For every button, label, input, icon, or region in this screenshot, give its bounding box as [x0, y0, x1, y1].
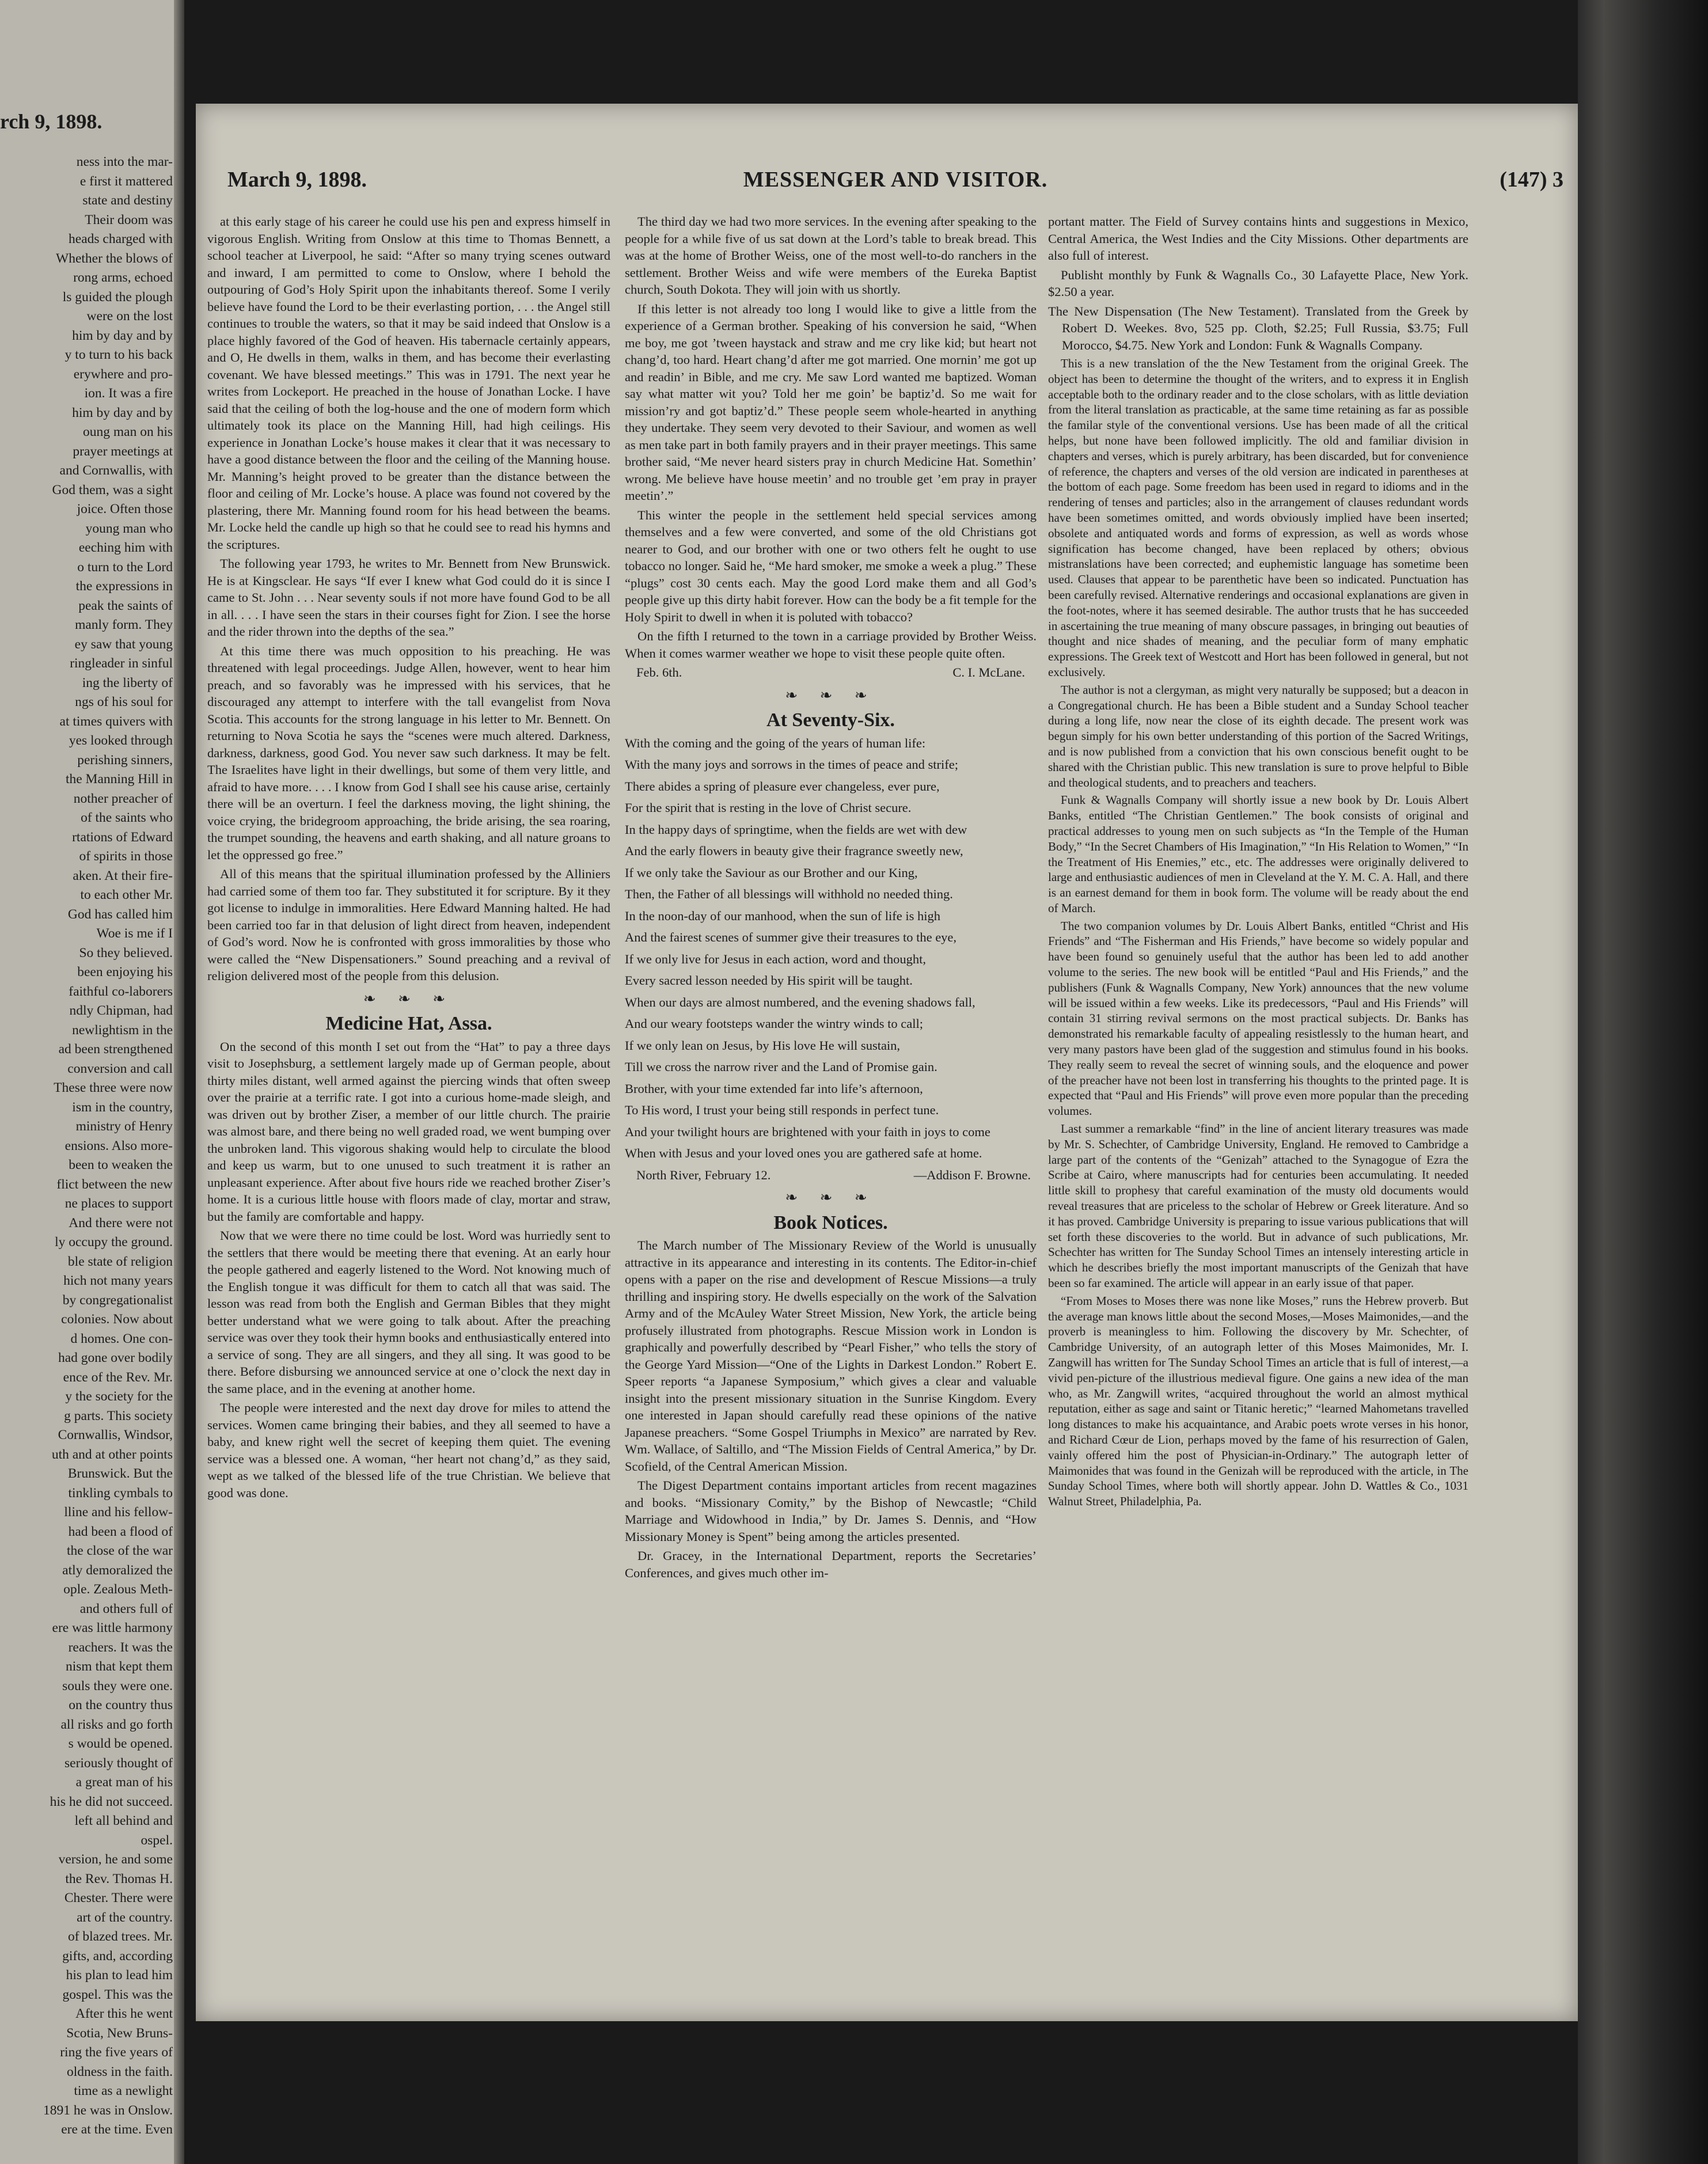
column-2	[625, 213, 1037, 1584]
poem-line: In the happy days of springtime, when the fields are wet with dew	[625, 822, 967, 837]
section-ornament: ❧ ❧ ❧	[785, 1189, 876, 1206]
page-gutter	[174, 0, 184, 2164]
facing-page-line: ence of the Rev. Mr.	[63, 1369, 173, 1385]
facing-page-line: tinkling cymbals to	[68, 1485, 173, 1501]
facing-page-line: heads charged with	[69, 231, 173, 246]
facing-page-line: g parts. This society	[64, 1408, 173, 1423]
facing-page-line: souls they were one.	[62, 1678, 173, 1694]
facing-page-line: Whether the blows of	[56, 250, 173, 266]
facing-page-line: ople. Zealous Meth-	[63, 1582, 173, 1597]
article-paragraph: On the second of this month I set out from the “Hat” to pay a three days visit to Josephsburg, a settlement largely made up of German people, about thirty miles distant, well armed against the piercing winds that often sweep over the prairie at a terrific rate. I got into a curious home-made sleigh, and was driven out by brother Ziser, a member of our little church. The prairie was almost bare, and there being no well graded road, we went bumping over the unbroken land. This vigorous shaking would help to circulate the blood and keep us warm, but to one unused to such treatment it is rather an unpleasant experience. After about five hours ride we reached brother Ziser’s home. It is a curious little house with floors made of clay, mortar and straw, but the family are comfortable and happy.	[207, 1039, 610, 1224]
header-date: March 9, 1898.	[227, 168, 367, 192]
article-paragraph: The following year 1793, he writes to Mr. Bennett from New Brunswick. He is at Kingsclear. He says “If ever I knew what God could do it is since I came to St. John . . . Near seventy souls if not more have found God to be all in all. . . . I have seen the stars in their courses fight for Zion. I see the horse and the rider thrown into the depths of the sea.”	[207, 556, 610, 639]
poem-line: With the many joys and sorrows in the times of peace and strife;	[625, 757, 958, 772]
poem-line: For the spirit that is resting in the love of Christ secure.	[625, 800, 912, 815]
facing-page-line: conversion and call	[67, 1061, 173, 1076]
facing-page-line: And there were not	[69, 1215, 173, 1231]
facing-page-line: Chester. There were	[64, 1890, 173, 1905]
facing-page-line: were on the lost	[86, 309, 173, 324]
article-paragraph: The people were interested and the next day drove for miles to attend the services. Women came bringing their babies, and they all seemed to have a baby, and knew right well the secret of keeping them quiet. The evening service was a blessed one. A woman, “her heart not chang’d,” as they said, wept as we talked of the blessed life of the true Christian. We believe that good was done.	[207, 1400, 610, 1500]
facing-page-line: 1891 he was in Onslow.	[43, 2102, 173, 2118]
facing-page-line: the close of the war	[66, 1543, 173, 1558]
facing-page-line: Cornwallis, Windsor,	[58, 1428, 173, 1442]
facing-page-column	[0, 153, 173, 2140]
article-paragraph: “From Moses to Moses there was none like Moses,” runs the Hebrew proverb. But the average man knows little about the second Moses,—Moses Maimonides,—and the proverb is meaningless to him. Following the discovery by Mr. Schechter, of Cambridge University, of an autograph letter of this Moses Maimonides, Mr. I. Zangwill has written for The Sunday School Times an article that is full of interest,—a vivid pen-picture of the illustrious medieval figure. One gains a new idea of the man who, as Mr. Zangwill writes, “acquired throughout the world an almost mythical reputation, either as sage and saint or Titanic heretic;” “learned Mahometans travelled long distances to make his acquaintance, and Arabic poets wrote verses in his honor, and Richard Cœur de Lion, perhaps moved by the fame of his resurrection of Galen, vainly offered him the post of Physician-in-Ordinary.” The autograph letter of Maimonides that was found in the Genizah will be reproduced with the article, in The Sunday School Times, where both will shortly appear. John D. Wattles & Co., 1031 Walnut Street, Philadelphia, Pa.	[1048, 1293, 1468, 1509]
article-paragraph: The two companion volumes by Dr. Louis Albert Banks, entitled “Christ and His Friends” and “The Fisherman and His Friends,” have become so widely popular and have been found so genuinely useful that the author has been led to add another volume to the series. The new book will be entitled “Paul and His Friends,” and the publishers (Funk & Wagnalls Company, New York) announces that the new volume will be issued within a few weeks. Like its predecessors, “Paul and His Friends” will contain 31 stirring revival sermons on the most practical subjects. Dr. Banks has demonstrated his remarkable faculty of appealing resistlessly to the human heart, and very many pastors have been glad of the suggestion and stimulus found in his books. They really seem to reveal the secret of winning souls, and the eloquence and power of the preacher have not been lost in transferring his thoughts to the printed page. It is expected that “Paul and His Friends” will prove even more popular than the preceding volumes.	[1048, 918, 1468, 1118]
poem-line: Every sacred lesson needed by His spirit will be taught.	[625, 973, 913, 988]
article-paragraph: at this early stage of his career he could use his pen and express himself in vigorous English. Writing from Onslow at this time to Thomas Bennett, a school teacher at Liverpool, he said: “After so many trying scenes outward and inward, I am permitted to come to Onslow, where I behold the outpouring of God’s Holy Spirit upon the inhabitants thereof. Some I verily believe have found the Lord to be their everlasting portion, . . . the Angel still continues to trouble the waters, so that it may be said indeed that Onslow is a place highly favored of the God of heaven. His tabernacle certainly appears, and O, He dwells in them, walks in them, and has become their everlasting covenant. We have blessed meetings.” This was in 1791. The next year he writes from Lockeport. He preached in the house of Jonathan Locke. I have said that the ceiling of both the log-house and the one of modern form which ultimately took its place on the Manning Hill, had high ceilings. His experience in Jonathan Locke’s house makes it clear that it was necessary to have a good distance between the floor and the ceiling of the Manning house. Mr. Manning’s height proved to be greater than the distance between the floor and ceiling of Mr. Locke’s house. A place was found not covered by the plastering, there Mr. Manning found room for his head between the beams. Mr. Locke held the candle up high so that he could see to read his hymns and the scriptures.	[207, 214, 610, 552]
facing-page-fragment	[0, 0, 184, 2164]
column-1	[207, 213, 610, 1504]
facing-page-line: the expressions in	[75, 579, 173, 594]
poem-line: Till we cross the narrow river and the Land of Promise gain.	[625, 1060, 937, 1074]
article-paragraph: At this time there was much opposition to his preaching. He was threatened with legal proceedings. Judge Allen, however, went to hear him preach, and so favorably was he impressed with his services, that he discouraged any attempt to interfere with the tall evangelist from Nova Scotia. This accounts for the strong language in his letter to Mr. Bennett. On returning to Nova Scotia he says the “scenes were much altered. Darkness, darkness, darkness, good God. You never saw such darkness. It may be felt. The Israelites have light in their dwellings, but some of them very little, and afraid to have more. . . . I know from God I shall see his cause arise, certainly there will be an overturn. I feel the darkness moving, the light shining, the voice crying, the bridegroom approaching, the bride arising, the sea roaring, the trumpet sounding, the heavens and earth shaking, and all nature groans to let the oppressed go free.”	[207, 643, 610, 862]
facing-page-line: God has called him	[67, 906, 173, 922]
book-listing: The New Dispensation (The New Testament). Translated from the Greek by Robert D. Weekes. 8vo, 525 pp. Cloth, $2.25; Full Russia, $3.75; Full Morocco, $4.75. New York and London: Funk & Wagnalls Company.	[1048, 303, 1468, 352]
facing-page-line: God them, was a sight	[52, 482, 173, 498]
article-paragraph: All of this means that the spiritual illumination professed by the Alliniers had carried some of them too far. They substituted it for scripture. By it they got license to indulge in immoralities. Here Edward Manning halted. He had been carried too far in that delusion of light direct from heaven, independent of God’s word. Now he is confronted with gross immoralities by those who were called the “New Dispensationers.” Sound preaching and a revival of religion delivered most of the people from this delusion.	[207, 867, 610, 983]
facing-page-line: d homes. One con-	[70, 1331, 173, 1346]
facing-page-line: ne places to support	[64, 1196, 173, 1211]
facing-page-line: ere at the time. Even	[61, 2122, 173, 2137]
facing-page-line: ion. It was a fire	[84, 386, 173, 401]
facing-page-line: art of the country.	[77, 1909, 173, 1925]
facing-page-line: s would be opened.	[68, 1736, 173, 1751]
poem-line: Then, the Father of all blessings will withhold no needed thing.	[625, 887, 953, 901]
poem-line: In the noon-day of our manhood, when the sun of life is high	[625, 908, 941, 923]
facing-page-line: seriously thought of	[64, 1755, 173, 1771]
facing-page-line: joice. Often those	[77, 502, 173, 517]
facing-page-line: lline and his fellow-	[64, 1505, 173, 1520]
facing-page-line: him by day and by	[72, 405, 173, 420]
facing-page-line: of spirits in those	[79, 849, 173, 864]
facing-page-line: ls guided the plough	[62, 289, 173, 305]
article-heading: Medicine Hat, Assa.	[325, 1013, 492, 1034]
poem-line: And the fairest scenes of summer give their treasures to the eye,	[625, 930, 957, 944]
page-header	[227, 167, 1563, 202]
article-paragraph: On the fifth I returned to the town in a carriage provided by Brother Weiss. When it comes warmer weather we hope to visit these people quite often.	[625, 629, 1037, 660]
article-paragraph: The Digest Department contains important articles from recent magazines and books. “Missionary Comity,” by the Bishop of Newcastle; “Child Marriage and Widowhood in India,” by Dr. James S. Dennis, and “How Missionary Money is Spent” being among the articles presented.	[625, 1478, 1037, 1544]
article-paragraph: This winter the people in the settlement held special services among themselves and a few were converted, and some of the old Christians got nearer to God, and our brother with one or two others felt he ought to use tobacco no longer. Said he, “Me hard smoker, me smoke a week a plug.” These “plugs” cost 30 cents each. May the good Lord make them and all God’s people give up this dirty habit forever. How can the body be a fit temple for the Holy Spirit to dwell in when it is poluted with tobacco?	[625, 507, 1037, 624]
poem-line: And the early flowers in beauty give their fragrance sweetly new,	[625, 844, 963, 858]
facing-page-line: ere was little harmony	[52, 1620, 173, 1635]
section-ornament: ❧ ❧ ❧	[785, 686, 876, 704]
section-ornament: ❧ ❧ ❧	[363, 990, 455, 1007]
article-paragraph: The third day we had two more services. In the evening after speaking to the people for a while five of us sat down at the Lord’s table to break bread. This was at the home of Brother Weiss, one of the most well-to-do ranchers in the settlement. Brother Weiss and wife were members of the Eureka Baptist church, South Dokota. They will join with us shortly.	[625, 214, 1037, 297]
facing-page-line: state and destiny	[82, 193, 173, 208]
facing-page-line: ndly Chipman, had	[69, 1003, 173, 1018]
facing-page-line: version, he and some	[58, 1852, 173, 1867]
poem-heading: At Seventy-Six.	[766, 709, 895, 731]
facing-page-line: faithful co-laborers	[69, 984, 173, 999]
facing-page-line: of the saints who	[81, 810, 173, 825]
poem-line: To His word, I trust your being still responds in perfect tune.	[625, 1103, 939, 1117]
article-paragraph: The March number of The Missionary Review of the World is unusually attractive in its appearance and interesting in its contents. The Editor-in-chief opens with a paper on the rise and development of Rescue Missions—a truly thrilling and inspiring story. He dwells especially on the work of the Salvation Army and of the McAuley Water Street Mission, New York, the article being profusely illustrated from photographs. Rescue Mission work in London is graphically and powerfully described by “Pearl Fisher,” who tells the story of the George Yard Mission—“One of the Lights in Darkest London.” Robert E. Speer reports “a Japanese Symposium,” which gives a clear and valuable insight into the present missionary situation in the Sunrise Kingdom. Every one interested in Japan should carefully read these opinions of the native Japanese preachers. “Some Gospel Triumphs in Mexico” are narrated by Rev. Wm. Wallace, of Saltillo, and “The Mission Fields of Central America,” by Dr. Scofield, of the Central American Mission.	[625, 1238, 1037, 1474]
facing-page-line: and others full of	[79, 1601, 173, 1616]
facing-page-line: ey saw that young	[74, 636, 173, 652]
book-edge	[1578, 0, 1708, 2164]
column-3	[1048, 213, 1468, 1512]
article-heading: Book Notices.	[773, 1212, 888, 1233]
poem-line: Brother, with your time extended far into life’s afternoon,	[625, 1081, 923, 1096]
article-paragraph: Last summer a remarkable “find” in the line of ancient literary treasures was made by Mr. S. Schechter, of Cambridge University, England. He removed to Cambridge a large part of the contents of the “Genizah” attached to the Synagogue of Ezra the Scribe at Cairo, where manuscripts had for centuries been accumulating. It needed little skill to prophesy that careful examination of the musty old documents would reveal treasures that are priceless to the scholar of Hebrew or Greek literature. And so it has proved. Cambridge University is preparing to issue various publications that will set forth these discoveries to the world. But in advance of such publications, Mr. Schechter has written for The Sunday School Times an intensely interesting article in which he describes briefly the most important manuscripts of the Genizah that have been so far examined. The article will appear in an early issue of that paper.	[1048, 1122, 1468, 1290]
poem-line: When our days are almost numbered, and the evening shadows fall,	[625, 994, 976, 1009]
facing-page-line: yes looked through	[69, 733, 173, 748]
facing-page-line: time as a newlight	[74, 2083, 173, 2098]
facing-page-line: ministry of Henry	[75, 1119, 173, 1134]
facing-page-line: at times quivers with	[59, 713, 173, 729]
facing-page-line: gifts, and, according	[62, 1948, 173, 1964]
facing-page-line: of blazed trees. Mr.	[67, 1929, 173, 1944]
facing-page-line: ble state of religion	[67, 1254, 173, 1269]
facing-page-line: oung man on his	[82, 424, 173, 439]
facing-page-line: Brunswick. But the	[67, 1466, 173, 1481]
facing-page-line: eeching him with	[78, 540, 173, 555]
facing-page-line: on the country thus	[69, 1698, 173, 1713]
facing-page-line: ensions. Also more-	[64, 1138, 173, 1153]
facing-page-line: o turn to the Lord	[77, 559, 173, 575]
facing-page-line: ing the liberty of	[82, 675, 173, 690]
facing-page-line: manly form. They	[75, 617, 173, 632]
facing-page-line: the Rev. Thomas H.	[65, 1871, 173, 1886]
facing-page-line: uth and at other points	[51, 1447, 173, 1462]
dateline: Feb. 6th.	[636, 665, 682, 679]
facing-page-line: perishing sinners,	[77, 752, 173, 768]
poem	[625, 735, 1037, 1162]
poem-footer	[636, 1167, 1031, 1184]
facing-page-line: had gone over bodily	[58, 1350, 173, 1365]
facing-page-line: ism in the country,	[72, 1099, 173, 1115]
facing-page-line: Woe is me if I	[96, 926, 173, 941]
facing-page-line: the Manning Hill in	[65, 772, 173, 787]
facing-page-line: a great man of his	[75, 1775, 173, 1790]
facing-page-line: ness into the mar-	[76, 154, 173, 169]
poem-line: With the coming and the going of the years of human life:	[625, 735, 926, 750]
facing-page-line: e first it mattered	[79, 173, 173, 189]
facing-page-line: colonies. Now about	[61, 1312, 173, 1327]
facing-page-line: erywhere and pro-	[73, 366, 173, 382]
facing-page-line: his he did not succeed.	[50, 1794, 173, 1809]
facing-page-line: y to turn to his back	[64, 347, 173, 362]
publisher-note: Publisht monthly by Funk & Wagnalls Co., 30 Lafayette Place, New York. $2.50 a year.	[1048, 267, 1468, 299]
page-number: (147) 3	[1500, 168, 1563, 192]
poem-line: There abides a spring of pleasure ever changeless, ever pure,	[625, 779, 940, 794]
place-line: North River, February 12.	[636, 1167, 771, 1182]
facing-page-line: nother preacher of	[73, 791, 173, 806]
article-paragraph: The author is not a clergyman, as might very naturally be supposed; but a deacon in a Congregational church. He has been a Bible student and a Sunday School teacher during a long life, now near the close of its eighth decade. The present work was begun simply for his own better understanding of this portion of the Sacred Writings, and is now published from a conviction that his own conscious benefit ought to be shared with the Christian public. This new translation is sure to prove helpful to Bible and theological students, and to preachers and teachers.	[1048, 682, 1468, 789]
facing-page-line: So they believed.	[79, 945, 173, 960]
facing-page-line: ly occupy the ground.	[55, 1235, 173, 1250]
facing-page-line: all risks and go forth	[60, 1717, 173, 1732]
facing-page-line: been to weaken the	[69, 1157, 173, 1172]
facing-page-line: Their doom was	[85, 212, 173, 227]
newspaper-page	[196, 104, 1578, 2021]
facing-page-header: rch 9, 1898.	[0, 110, 103, 133]
article-paragraph: Now that we were there no time could be lost. Word was hurriedly sent to the settlers that there would be meeting there that evening. At an early hour the people gathered and eagerly listened to the Word. Not knowing much of the English tongue it was difficult for them to catch all that was said. The lesson was read from both the English and German Bibles that they might better understand what we were going to talk about. After the preaching service was over they took their hymn books and enthusiastically entered into a service of song. They are all singers, and they all sing. It was good to be there. Before disbursing we announced service at one o’clock the next day in the same place, and in the evening at another home.	[207, 1228, 610, 1396]
facing-page-line: nism that kept them	[65, 1659, 173, 1674]
article-paragraph: If this letter is not already too long I would like to give a little from the experience of a German brother. Speaking of his conversion he said, “When me boy, me got ’tween haystack and straw and me cry like kid; but heart not chang’d, too hard. Heart chang’d after me got married. One mornin’ me got up and readin’ in Bible, and me cry. Me saw Lord wanted me baptized. Woman say what matter wit you? Told her me goin’ be baptiz’d. So me wait for mission’ry and got baptiz’d.” These people seem whole-hearted in anything they undertake. They seem very devoted to their Saviour, and women as well as men take part in both family prayers and in their prayer meetings. This same brother said, “Me never heard sisters pray in church Medicine Hat. Somethin’ wrong. Me believe have house meetin’ and no trouble get ’em pray in prayer meetin’.”	[625, 301, 1037, 503]
facing-page-line: him by day and by	[72, 328, 173, 343]
facing-page-line: had been a flood of	[68, 1524, 173, 1539]
facing-page-line: ngs of his soul for	[75, 694, 173, 709]
facing-page-line: hich not many years	[63, 1273, 173, 1288]
facing-page-line: prayer meetings at	[73, 443, 173, 459]
facing-page-line: left all behind and	[74, 1813, 173, 1828]
article-paragraph: portant matter. The Field of Survey contains hints and suggestions in Mexico, Central America, the West Indies and the City Missions. Other departments are also full of interest.	[1048, 214, 1468, 263]
poem-line: And your twilight hours are brightened with your faith in joys to come	[625, 1124, 990, 1139]
facing-page-line: aken. At their fire-	[73, 868, 173, 883]
facing-page-line: and Cornwallis, with	[59, 463, 173, 478]
facing-page-line: ospel.	[141, 1832, 173, 1848]
article-paragraph: Funk & Wagnalls Company will shortly issue a new book by Dr. Louis Albert Banks, entitled “The Christian Gentlemen.” The book consists of original and practical addresses to young men on such subjects as “In the Temple of the Human Body,” “In the Secret Chambers of His Imagination,” “In His Relation to Women,” “In the Treatment of His Enemies,” etc., etc. The addresses were originally delivered to large and enthusiastic audiences of men in Cleveland at the Y. M. C. A. Hall, and there is an earnest demand for them in book form. The volume will be ready about the end of March.	[1048, 793, 1468, 915]
facing-page-line: ring the five years of	[60, 2045, 173, 2060]
facing-page-line: ad been strengthened	[58, 1042, 173, 1057]
facing-page-line: atly demoralized the	[62, 1562, 173, 1578]
poem-signature: —Addison F. Browne.	[913, 1167, 1031, 1182]
article-paragraph: This is a new translation of the the New Testament from the original Greek. The object has been to determine the thought of the writers, and to express it in English acceptable both to the ordinary reader and to the close scholars, with as little deviation from the literal translation as practicable, at the same time retaining as far as possible the familar style of the conventional versions. Use has been made of all the critical helps, but none have been followed implicitly. The old and familiar division in chapters and verses, which is purely arbitrary, has been discarded, but for convenience of reference, the chapters and verses of the old version are indicated in parentheses at the bottom of each page. Some freedom has been used in regard to idioms and in the rendering of tenses and particles; also in the arrangement of clauses redundant words have been sometimes omitted, and words obviously implied have been inserted; obsolete and antiquated words and forms of expression, as well as words whose signification has become changed, have been replaced by others; obvious mistranslations have been corrected; and euphemistic language has sometime been used. Clauses that appear to be parenthetic have been so indicated. Punctuation has been carefully revised. Alternative renderings and occasional explanations are given in the foot-notes, where it has seemed desirable. The author trusts that he has succeeded in ascertaining the true meaning of many obscure passages, in bringing out beauties of thought and nice shades of meaning, and the peculiar form of many emphatic expressions. The Greek text of Westcott and Hort has been followed in general, but not exclusively.	[1048, 356, 1469, 679]
facing-page-line: peak the saints of	[78, 598, 173, 613]
facing-page-line: After this he went	[75, 2006, 173, 2021]
facing-page-line: young man who	[85, 521, 173, 536]
facing-page-line: y the society for the	[65, 1389, 173, 1404]
facing-page-line: been enjoying his	[77, 965, 173, 980]
facing-page-line: rtations of Edward	[72, 829, 173, 845]
facing-page-line: to each other Mr.	[80, 887, 173, 902]
facing-page-line: by congregationalist	[62, 1292, 173, 1308]
facing-page-line: reachers. It was the	[68, 1639, 173, 1655]
masthead-title: MESSENGER AND VISITOR.	[743, 168, 1048, 192]
facing-page-line: his plan to lead him	[66, 1968, 173, 1983]
poem-line: If we only live for Jesus in each action, word and thought,	[625, 951, 926, 966]
article-paragraph: Dr. Gracey, in the International Department, reports the Secretaries’ Conferences, and gives much other im-	[625, 1548, 1037, 1580]
poem-line: If we only lean on Jesus, by His love He will sustain,	[625, 1038, 901, 1053]
facing-page-line: ringleader in sinful	[70, 656, 173, 671]
poem-line: And our weary footsteps wander the wintry winds to call;	[625, 1016, 924, 1031]
poem-line: When with Jesus and your loved ones you are gathered safe at home.	[625, 1146, 982, 1160]
poem-line: If we only take the Saviour as our Brother and our King,	[625, 865, 918, 880]
facing-page-line: These three were now	[54, 1080, 173, 1095]
facing-page-line: Scotia, New Bruns-	[66, 2025, 173, 2041]
dateline-row	[636, 664, 1025, 681]
author-signature: C. I. McLane.	[952, 665, 1025, 679]
facing-page-line: rong arms, echoed	[73, 270, 173, 285]
facing-page-line: gospel. This was the	[62, 1987, 173, 2002]
facing-page-line: flict between the new	[56, 1176, 173, 1192]
facing-page-line: oldness in the faith.	[66, 2064, 173, 2079]
facing-page-line: newlightism in the	[72, 1022, 173, 1038]
